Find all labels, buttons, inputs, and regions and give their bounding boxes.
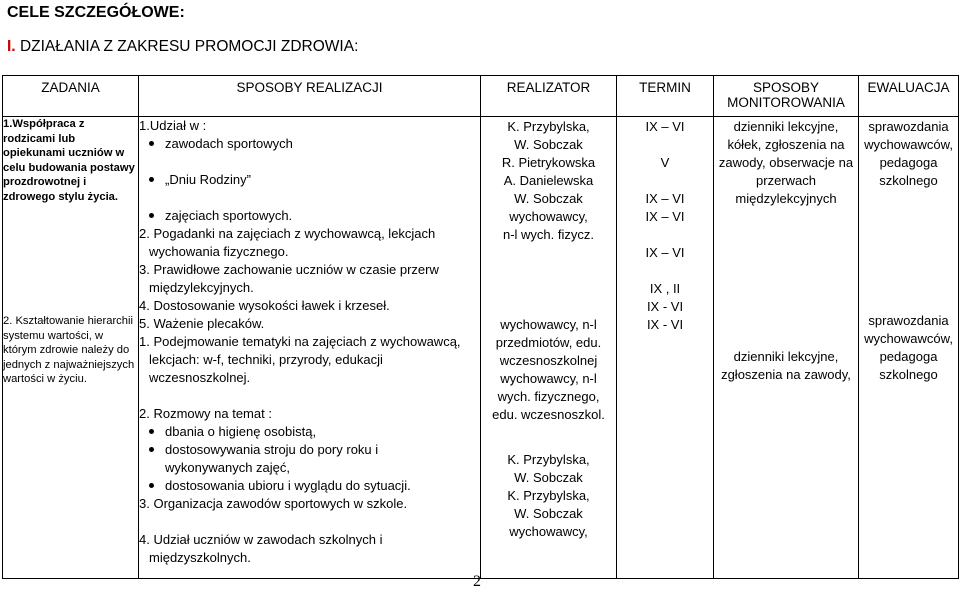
monitoring-line: dzienniki lekcyjne, — [733, 119, 839, 134]
goal-2: 2. Kształtowanie hierarchii systemu wartości, w którym zdrowie należy do jednych z najważniejszych wartości w życiu. — [3, 315, 135, 385]
method-4: 4. Dostosowanie wysokości ławek i krzeseł. — [139, 298, 390, 313]
method-n2-bullet-1: dbania o higienę osobistą, — [139, 423, 480, 441]
implementer-line: wychowawcy, n-l — [500, 317, 597, 332]
section-title — [7, 38, 358, 56]
implementer-cell — [481, 117, 617, 579]
method-n1-cont-1: lekcjach: w-f, techniki, przyrody, edukacji — [149, 352, 383, 367]
term-value: IX , II — [649, 281, 681, 296]
method-1: 1.Udział w : — [139, 118, 207, 133]
evaluation-cell — [859, 117, 959, 579]
implementer-line: wychowawcy, — [509, 209, 588, 224]
monitoring-line: kółek, zgłoszenia na — [727, 137, 845, 152]
implementer-line: K. Przybylska, — [507, 119, 590, 134]
implementer-line: edu. wczesnoszkol. — [492, 407, 605, 422]
implementer-line: R. Pietrykowska — [501, 155, 596, 170]
header-implementer: REALIZATOR — [481, 76, 617, 117]
evaluation-line: szkolnego — [879, 367, 938, 382]
implementer-line: W. Sobczak — [514, 470, 583, 485]
method-n2: 2. Rozmowy na temat : — [139, 406, 272, 421]
page-heading: CELE SZCZEGÓŁOWE: — [7, 4, 185, 21]
method-2: 2. Pogadanki na zajęciach z wychowawcą, lekcjach — [139, 226, 436, 241]
evaluation-line: szkolnego — [879, 173, 938, 188]
section-number: I. — [7, 38, 16, 55]
monitoring-line: międzylekcyjnych — [735, 191, 837, 206]
term-cell — [617, 117, 714, 579]
evaluation-line: pedagoga — [879, 155, 938, 170]
table-header-row — [3, 76, 959, 117]
method-n1: 1. Podejmowanie tematyki na zajęciach z wychowawcą, — [139, 334, 461, 349]
term-value: IX - VI — [646, 317, 684, 332]
term-value: IX - VI — [646, 299, 684, 314]
method-3-cont: międzylekcyjnych. — [149, 280, 254, 295]
implementer-line: wychowawcy, n-l — [500, 371, 597, 386]
header-evaluation: EWALUACJA — [859, 76, 959, 117]
evaluation-line: sprawozdania — [868, 119, 949, 134]
method-2-cont: wychowania fizycznego. — [149, 244, 289, 259]
method-1-bullet-1: zawodach sportowych — [139, 135, 480, 153]
plan-table — [2, 75, 959, 579]
method-n4: 4. Udział uczniów w zawodach szkolnych i — [139, 532, 383, 547]
term-value: V — [660, 155, 670, 170]
goals-cell — [3, 117, 139, 579]
implementer-line: wychowawcy, — [509, 524, 588, 539]
monitoring-line: przerwach — [756, 173, 816, 188]
method-n2-bullet-2: dostosowywania stroju do pory roku i — [139, 441, 480, 459]
term-value: IX – VI — [645, 191, 685, 206]
implementer-line: wych. fizycznego, — [497, 389, 600, 404]
monitoring-cell — [714, 117, 859, 579]
method-5: 5. Ważenie plecaków. — [139, 316, 265, 331]
implementer-line: K. Przybylska, — [507, 452, 590, 467]
header-goals: ZADANIA — [3, 76, 139, 117]
implementer-line: przedmiotów, edu. — [495, 335, 602, 350]
implementer-line: W. Sobczak — [514, 191, 583, 206]
implementer-line: W. Sobczak — [514, 506, 583, 521]
evaluation-line: wychowawców, — [864, 331, 953, 346]
method-1-bullet-3: zajęciach sportowych. — [139, 207, 480, 225]
section-title-text: DZIAŁANIA Z ZAKRESU PROMOCJI ZDROWIA: — [19, 38, 359, 55]
term-value: IX – VI — [645, 245, 685, 260]
evaluation-line: sprawozdania — [868, 313, 949, 328]
page-number: 2 — [473, 573, 481, 590]
table-row — [3, 117, 959, 579]
methods-cell — [139, 117, 481, 579]
implementer-line: wczesnoszkolnej — [499, 353, 598, 368]
method-n3: 3. Organizacja zawodów sportowych w szkole. — [139, 496, 408, 511]
implementer-line: W. Sobczak — [514, 137, 583, 152]
term-value: IX – VI — [645, 119, 685, 134]
goal-1: 1.Współpraca z rodzicami lub opiekunami uczniów w celu budowania postawy prozdrowotnej i zdrowego stylu życia. — [3, 118, 135, 203]
monitoring-line: dzienniki lekcyjne, — [733, 349, 839, 364]
monitoring-line: zawody, obserwacje na — [718, 155, 854, 170]
method-1-bullet-2: „Dniu Rodziny” — [139, 171, 480, 189]
implementer-line: n-l wych. fizycz. — [502, 227, 594, 242]
header-term: TERMIN — [617, 76, 714, 117]
method-n4-cont: międzyszkolnych. — [149, 550, 251, 565]
method-n2-bullet-3: dostosowania ubioru i wyglądu do sytuacji. — [139, 477, 480, 495]
implementer-line: K. Przybylska, — [507, 488, 590, 503]
term-value: IX – VI — [645, 209, 685, 224]
method-n2-bullet-2-cont: wykonywanych zajęć, — [165, 460, 290, 475]
header-monitoring: SPOSOBY MONITOROWANIA — [714, 76, 859, 117]
evaluation-line: wychowawców, — [864, 137, 953, 152]
implementer-line: A. Danielewska — [503, 173, 594, 188]
method-3: 3. Prawidłowe zachowanie uczniów w czasie przerw — [139, 262, 439, 277]
evaluation-line: pedagoga — [879, 349, 938, 364]
monitoring-line: zgłoszenia na zawody, — [721, 367, 851, 382]
method-n1-cont-2: wczesnoszkolnej. — [149, 370, 251, 385]
header-methods: SPOSOBY REALIZACJI — [139, 76, 481, 117]
